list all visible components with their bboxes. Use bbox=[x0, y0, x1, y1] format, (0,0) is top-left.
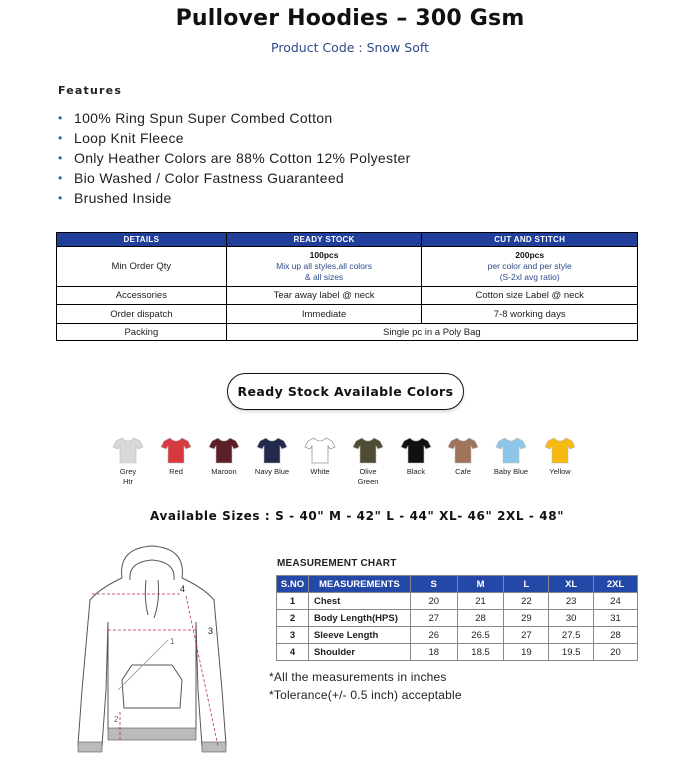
accessories-cut: Cotton size Label @ neck bbox=[422, 287, 638, 305]
tshirt-icon bbox=[304, 436, 336, 464]
feature-item: • 100% Ring Spun Super Combed Cotton bbox=[58, 110, 333, 126]
tshirt-icon bbox=[208, 436, 240, 464]
swatch-label: White bbox=[310, 467, 330, 476]
swatch-grey-htr bbox=[101, 436, 155, 487]
dim-label-2: 2 bbox=[114, 715, 119, 724]
swatch-label: Navy Blue bbox=[254, 467, 290, 476]
kangaroo-pocket bbox=[122, 665, 182, 708]
accessories-ready: Tear away label @ neck bbox=[226, 287, 422, 305]
col-l: L bbox=[504, 576, 549, 593]
swatch-label: Black bbox=[406, 467, 426, 476]
dim-label-3: 3 bbox=[208, 626, 214, 636]
min-order-ready: 100pcs Mix up all styles,all colors & all sizes bbox=[226, 247, 422, 287]
accessories-label: Accessories bbox=[57, 287, 227, 305]
col-s: S bbox=[410, 576, 457, 593]
feature-item: • Loop Knit Fleece bbox=[58, 130, 184, 146]
swatch-cafe bbox=[436, 436, 490, 477]
hoodie-diagram bbox=[60, 540, 240, 760]
tshirt-icon bbox=[447, 436, 479, 464]
bullet-icon: • bbox=[58, 171, 63, 185]
dispatch-ready: Immediate bbox=[226, 305, 422, 324]
swatch-baby-blue bbox=[484, 436, 538, 477]
note-inches: *All the measurements in inches bbox=[269, 670, 447, 684]
dispatch-label: Order dispatch bbox=[57, 305, 227, 324]
swatch-label: Olive Green bbox=[357, 467, 379, 486]
bullet-icon: • bbox=[58, 191, 63, 205]
left-cuff bbox=[78, 742, 102, 752]
waist-rib bbox=[108, 728, 196, 740]
min-order-cut: 200pcs per color and per style (S-2xl avg ratio) bbox=[422, 247, 638, 287]
table-row: 4 Shoulder 18 18.5 19 19.5 20 bbox=[277, 644, 638, 661]
swatch-black bbox=[389, 436, 443, 477]
tshirt-icon bbox=[112, 436, 144, 464]
bullet-icon: • bbox=[58, 111, 63, 125]
page-title: Pullover Hoodies – 300 Gsm bbox=[175, 6, 525, 31]
bullet-icon: • bbox=[58, 131, 63, 145]
swatch-red bbox=[149, 436, 203, 477]
swatch-yellow bbox=[533, 436, 587, 477]
col-measurements: MEASUREMENTS bbox=[308, 576, 410, 593]
available-sizes: Available Sizes : S - 40" M - 42" L - 44" XL- 46" 2XL - 48" bbox=[150, 509, 565, 523]
ready-stock-header: READY STOCK bbox=[226, 233, 422, 247]
packing-label: Packing bbox=[57, 324, 227, 341]
swatch-label: Baby Blue bbox=[493, 467, 529, 476]
col-2xl: 2XL bbox=[594, 576, 638, 593]
sleeve-dim bbox=[186, 596, 218, 746]
swatch-label: Grey Htr bbox=[119, 467, 137, 486]
col-m: M bbox=[457, 576, 504, 593]
feature-item: • Bio Washed / Color Fastness Guaranteed bbox=[58, 170, 345, 186]
tshirt-icon bbox=[352, 436, 384, 464]
packing-value: Single pc in a Poly Bag bbox=[226, 324, 637, 341]
swatch-olive-green bbox=[341, 436, 395, 487]
cut-stitch-header: CUT AND STITCH bbox=[422, 233, 638, 247]
feature-item: • Only Heather Colors are 88% Cotton 12% Polyester bbox=[58, 150, 411, 166]
swatch-label: Cafe bbox=[455, 467, 471, 476]
tshirt-icon bbox=[495, 436, 527, 464]
swatch-white bbox=[293, 436, 347, 477]
right-sleeve bbox=[182, 578, 226, 746]
dim-label-4: 4 bbox=[180, 584, 186, 594]
bullet-icon: • bbox=[58, 151, 63, 165]
measurement-chart-title: MEASUREMENT CHART bbox=[277, 558, 397, 569]
features-heading: Features bbox=[58, 84, 123, 97]
product-code: Product Code : Snow Soft bbox=[271, 40, 429, 55]
features-list bbox=[58, 108, 411, 208]
col-xl: XL bbox=[549, 576, 594, 593]
details-table bbox=[56, 232, 638, 341]
swatch-maroon bbox=[197, 436, 251, 477]
col-sno: S.NO bbox=[277, 576, 309, 593]
tshirt-icon bbox=[256, 436, 288, 464]
swatch-navy-blue bbox=[245, 436, 299, 477]
table-row: 1 Chest 20 21 22 23 24 bbox=[277, 593, 638, 610]
dim-label-1: 1 bbox=[170, 637, 175, 646]
swatch-label: Maroon bbox=[211, 467, 237, 476]
right-cuff bbox=[202, 742, 226, 752]
colors-heading-pill: Ready Stock Available Colors bbox=[227, 373, 464, 410]
tshirt-icon bbox=[544, 436, 576, 464]
measurement-table bbox=[276, 575, 638, 661]
swatch-label: Yellow bbox=[549, 467, 571, 476]
details-header: DETAILS bbox=[57, 233, 227, 247]
table-row: 3 Sleeve Length 26 26.5 27 27.5 28 bbox=[277, 627, 638, 644]
dispatch-cut: 7-8 working days bbox=[422, 305, 638, 324]
tshirt-icon bbox=[160, 436, 192, 464]
swatch-label: Red bbox=[169, 467, 183, 476]
feature-item: • Brushed Inside bbox=[58, 190, 172, 206]
min-order-label: Min Order Qty bbox=[57, 247, 227, 287]
note-tolerance: *Tolerance(+/- 0.5 inch) acceptable bbox=[269, 688, 462, 702]
table-row: 2 Body Length(HPS) 27 28 29 30 31 bbox=[277, 610, 638, 627]
tshirt-icon bbox=[400, 436, 432, 464]
